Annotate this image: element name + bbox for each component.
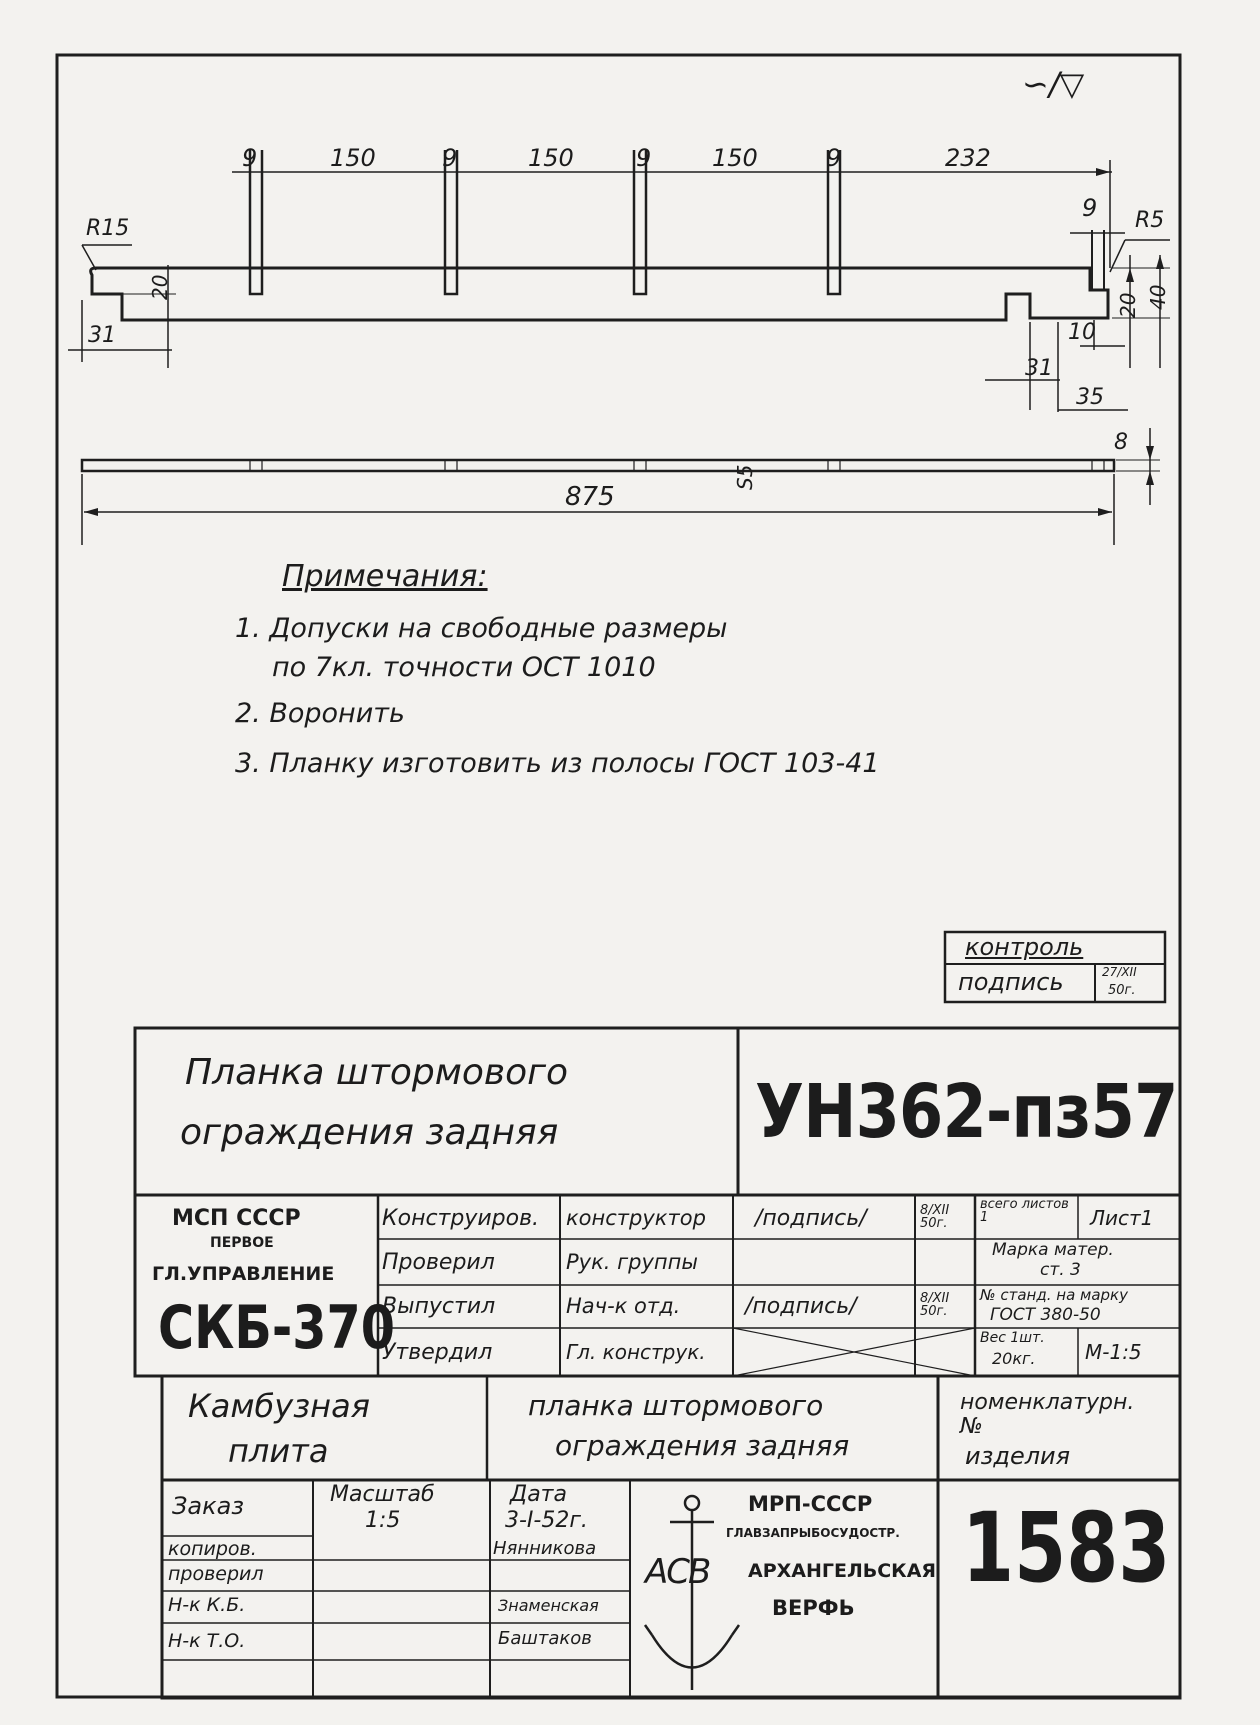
lower-org-line-1: МРП-СССР <box>748 1492 873 1516</box>
scale-label: Масштаб <box>330 1482 435 1507</box>
strip-top-view <box>91 268 1108 320</box>
dim-left-height: 20 <box>148 274 172 300</box>
dim-spacing-4: 232 <box>945 144 991 172</box>
kb-name: Знаменская <box>498 1596 599 1615</box>
note-1-line-1: 1. Допуски на свободные размеры <box>235 613 728 644</box>
weight-label: Вес 1шт. <box>980 1330 1045 1346</box>
product-line-2: плита <box>228 1432 329 1470</box>
row-2-role: Проверил <box>382 1250 495 1275</box>
dim-thickness: 8 <box>1114 430 1128 455</box>
control-signature-label: подпись <box>958 968 1064 996</box>
row-1-date: 8/XII 50г. <box>920 1203 950 1231</box>
date-value: 3-I-52г. <box>505 1508 588 1533</box>
to-label: Н-к Т.О. <box>168 1630 246 1652</box>
part-line-1: планка штормового <box>528 1389 824 1422</box>
dimension-arrows <box>84 168 1164 516</box>
sheet-number: Лист1 <box>1090 1206 1154 1230</box>
nomenclature-line-3: изделия <box>965 1442 1071 1470</box>
title-name-line-1: Планка штормового <box>185 1052 569 1093</box>
control-date-bottom: 50г. <box>1108 983 1136 998</box>
row-3-date: 8/XII 50г. <box>920 1291 950 1319</box>
logo-letters: АСВ <box>645 1552 710 1592</box>
notes-title: Примечания: <box>282 559 488 594</box>
anchor-logo <box>645 1496 739 1690</box>
roughness-mark: ∽/▽ <box>1022 65 1085 103</box>
dim-radius-left: R15 <box>86 216 130 241</box>
row-1-role: Конструиров. <box>382 1206 540 1231</box>
lower-org-line-3: АРХАНГЕЛЬСКАЯ <box>748 1560 937 1582</box>
control-header: контроль <box>965 933 1084 961</box>
dim-left-length: 31 <box>88 323 116 348</box>
lower-org-line-2: ГЛАВЗАПРЫБОСУДОСТР. <box>726 1526 900 1540</box>
lower-org-line-4: ВЕРФЬ <box>772 1596 855 1620</box>
dim-spacing-1: 150 <box>330 144 376 172</box>
dim-spacing-2: 150 <box>528 144 574 172</box>
row-3-signature: /подпись/ <box>745 1294 857 1319</box>
org-line-2: ПЕРВОЕ <box>210 1235 274 1251</box>
dim-material-mark: S5 <box>733 464 757 490</box>
date-label: Дата <box>510 1482 567 1507</box>
note-3: 3. Планку изготовить из полосы ГОСТ 103-41 <box>235 748 880 779</box>
control-date-top: 27/XII <box>1102 965 1137 979</box>
order-label: Заказ <box>172 1492 245 1520</box>
row-3-role: Выпустил <box>382 1294 496 1319</box>
nomenclature-line-2: № <box>960 1414 983 1439</box>
title-name-line-2: ограждения задняя <box>180 1112 559 1153</box>
dim-slot-width-2: 9 <box>442 144 458 172</box>
dim-total-length: 875 <box>565 482 615 512</box>
org-code: СКБ-370 <box>158 1293 395 1363</box>
row-4-role: Утвердил <box>382 1340 493 1365</box>
material-value: ст. 3 <box>1040 1260 1081 1280</box>
dim-slot-width-1: 9 <box>242 144 258 172</box>
dim-right-len-10: 10 <box>1068 320 1096 345</box>
checked-label: проверил <box>168 1563 264 1585</box>
org-line-3: ГЛ.УПРАВЛЕНИЕ <box>152 1263 335 1285</box>
dim-right-height-20: 20 <box>1116 292 1140 318</box>
dim-slot-width-4: 9 <box>826 144 842 172</box>
row-3-position: Нач-к отд. <box>566 1294 681 1318</box>
material-label: Марка матер. <box>992 1240 1114 1260</box>
sheets-total: всего листов 1 <box>980 1197 1069 1225</box>
kb-label: Н-к К.Б. <box>168 1594 246 1616</box>
dim-radius-right: R5 <box>1135 208 1165 233</box>
note-1-line-2: по 7кл. точности ОСТ 1010 <box>272 652 656 683</box>
row-1-position: конструктор <box>566 1206 706 1230</box>
scale-value: М-1:5 <box>1085 1340 1142 1364</box>
standard-label: № станд. на марку <box>980 1286 1128 1304</box>
strip-side-view <box>82 460 1114 471</box>
dim-slot-width-3: 9 <box>636 144 652 172</box>
scale-label-value: 1:5 <box>365 1508 401 1533</box>
slot-right <box>1092 230 1104 290</box>
copied-name: Нянникова <box>493 1538 597 1559</box>
to-name: Баштаков <box>498 1628 592 1649</box>
dim-right-height-40: 40 <box>1146 284 1170 310</box>
weight-value: 20кг. <box>992 1349 1036 1368</box>
copied-label: копиров. <box>168 1538 257 1560</box>
product-line-1: Камбузная <box>188 1387 370 1425</box>
nomenclature-line-1: номенклатурн. <box>960 1390 1135 1415</box>
row-2-position: Рук. группы <box>566 1250 698 1274</box>
document-number: 1583 <box>962 1492 1171 1604</box>
drawing-code: УН362-пз57 <box>755 1069 1178 1155</box>
dim-slot-width-right: 9 <box>1082 194 1098 222</box>
note-2: 2. Воронить <box>235 698 405 729</box>
dim-right-len-31: 31 <box>1025 356 1053 381</box>
row-4-position: Гл. конструк. <box>566 1340 706 1364</box>
dim-spacing-3: 150 <box>712 144 758 172</box>
row-1-signature: /подпись/ <box>755 1206 867 1231</box>
org-line-1: МСП СССР <box>172 1206 301 1231</box>
standard-value: ГОСТ 380-50 <box>990 1305 1101 1325</box>
dim-right-len-35: 35 <box>1076 385 1104 410</box>
part-line-2: ограждения задняя <box>555 1429 850 1462</box>
